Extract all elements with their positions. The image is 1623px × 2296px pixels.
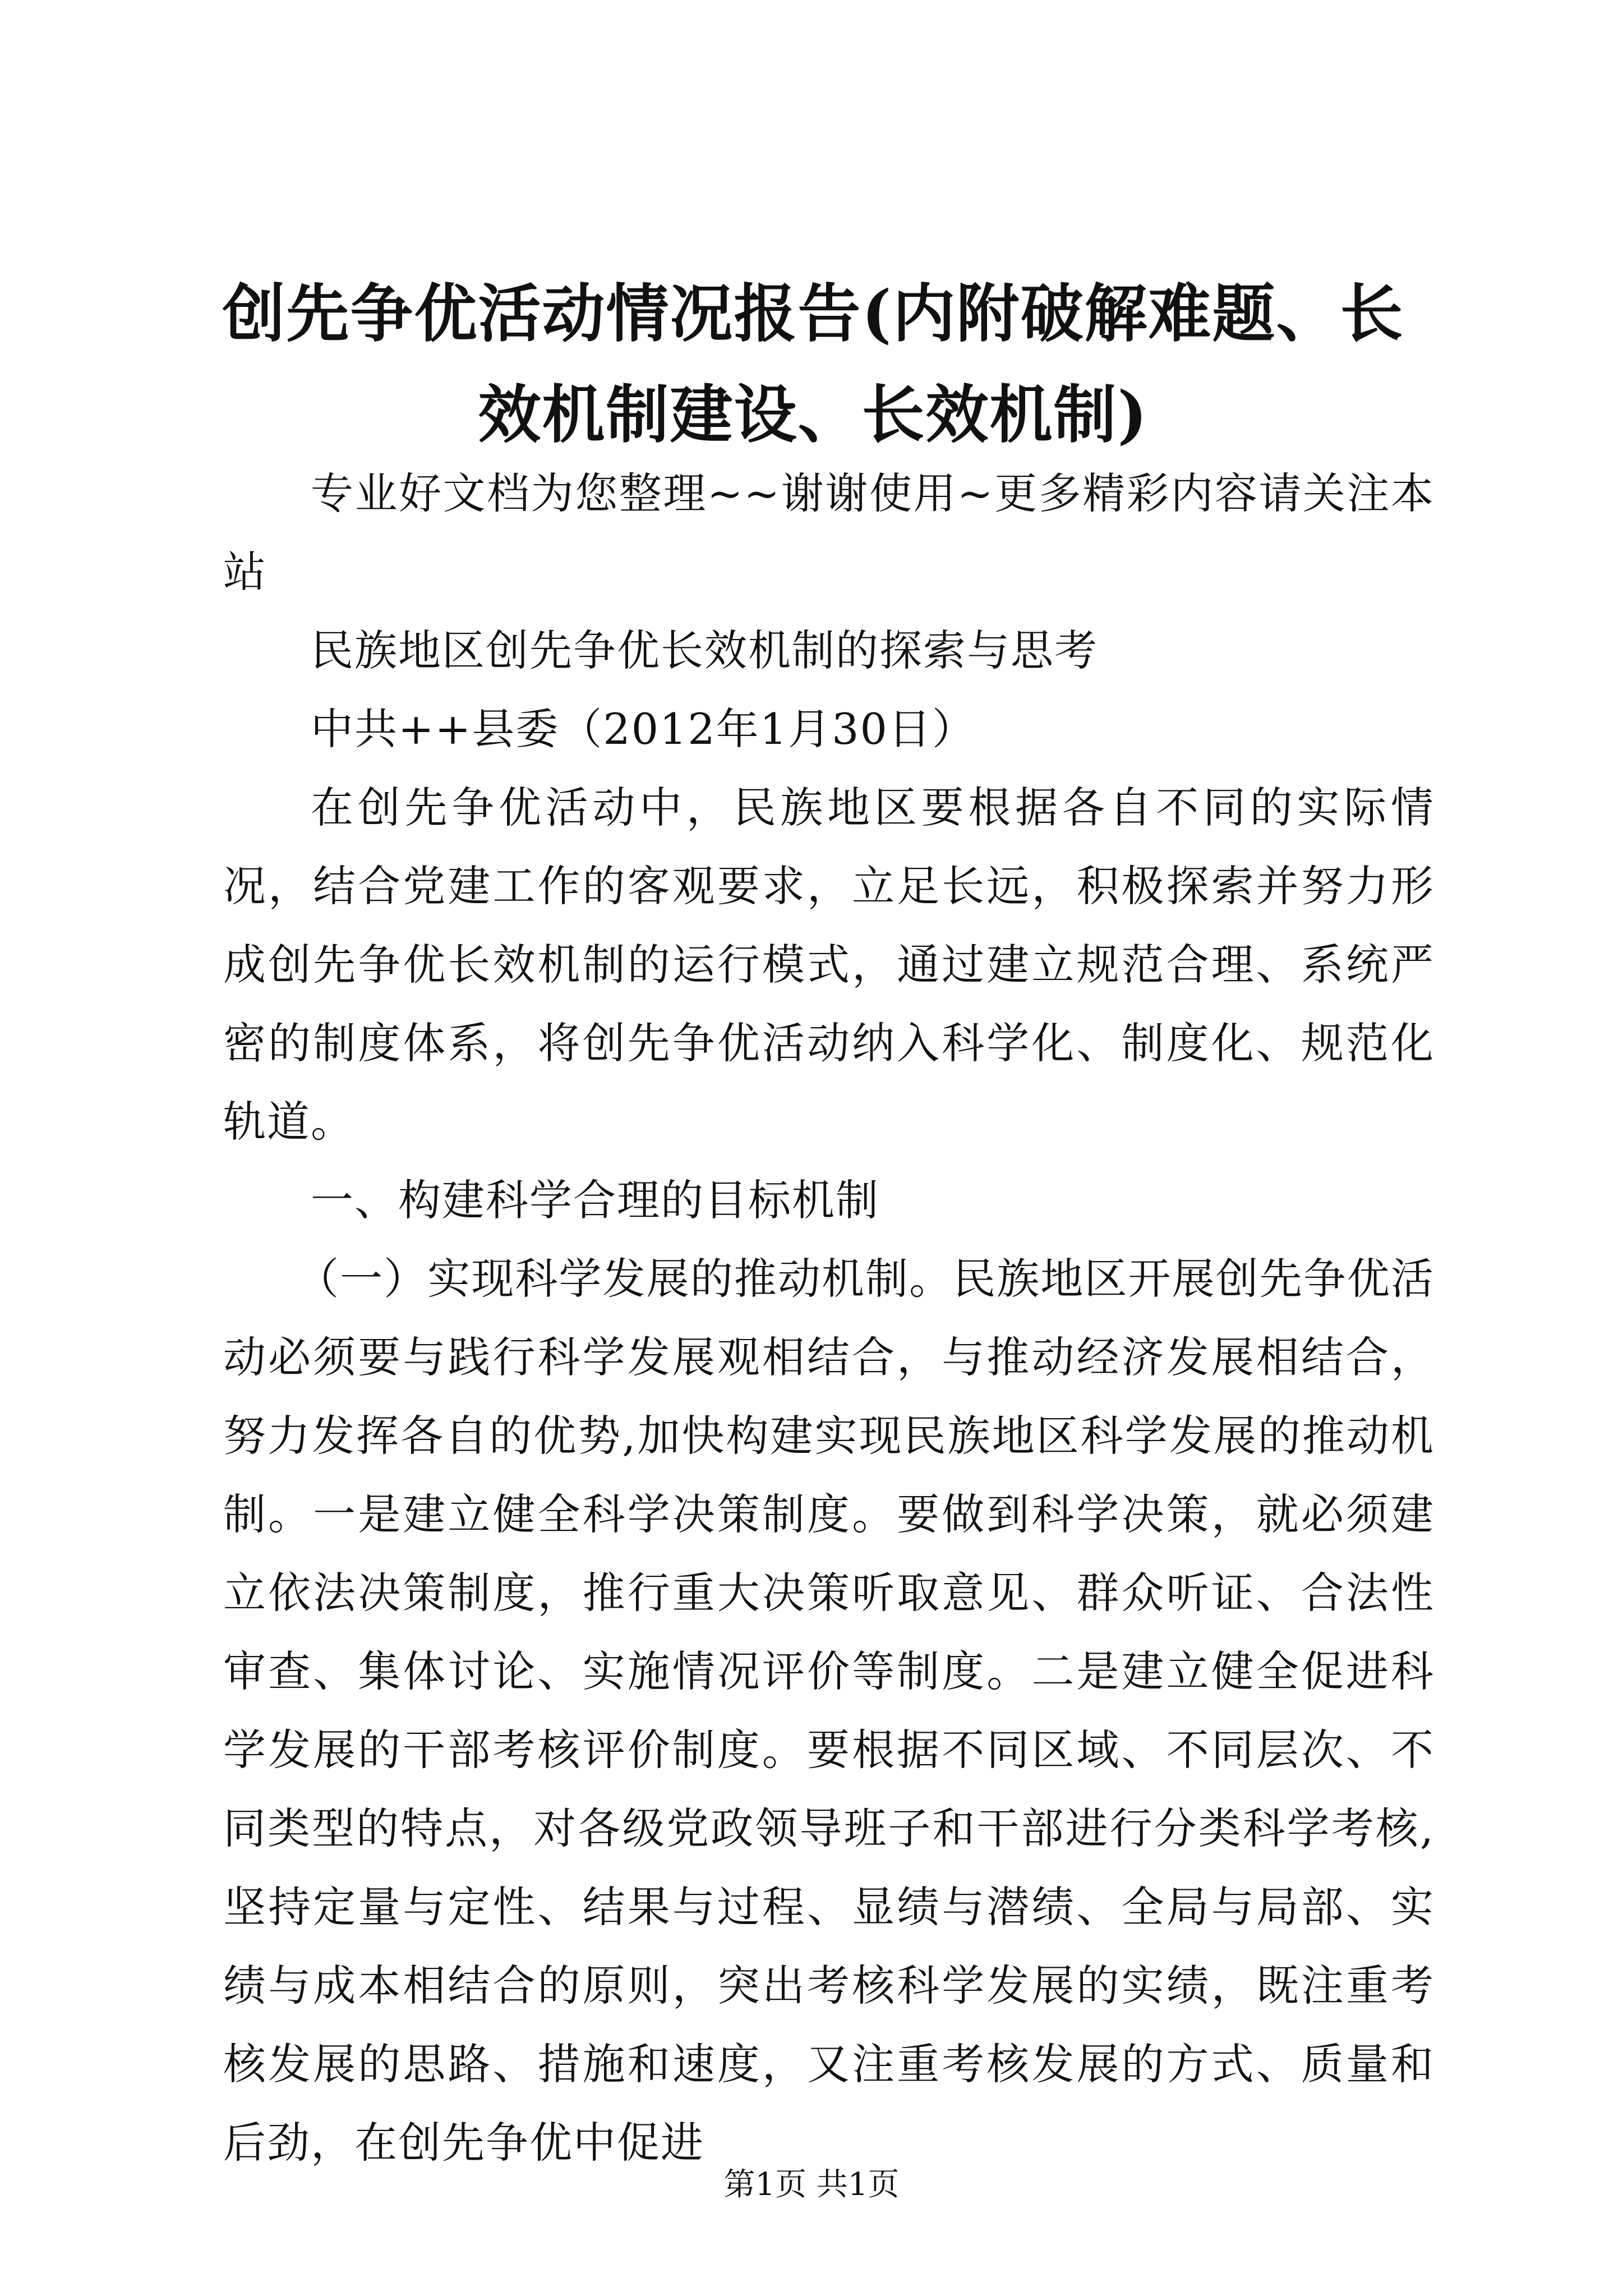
paragraph-intro: 在创先争优活动中，民族地区要根据各自不同的实际情况，结合党建工作的客观要求，立足长远，积极探索并努力形成创先争优长效机制的运行模式，通过建立规范合理、系统严密的制度体系，将创先争优活动纳入科学化、制度化、规范化轨道。 <box>223 783 1435 1147</box>
paragraph-author-date: 中共++县委（2012年1月30日） <box>311 704 976 754</box>
page-footer: 第1页 共1页 <box>723 2166 900 2203</box>
section-heading-1: 一、构建科学合理的目标机制 <box>311 1175 879 1225</box>
document-title: 创先争优活动情况报告(内附破解难题、长效机制建设、长效机制) <box>222 277 1404 452</box>
paragraph-header-note: 专业好文档为您整理~~谢谢使用~更多精彩内容请关注本站 <box>223 468 1435 597</box>
paragraph-subtitle: 民族地区创先争优长效机制的探索与思考 <box>311 625 1098 675</box>
paragraph-section-1-1: （一）实现科学发展的推动机制。民族地区开展创先争优活动必须要与践行科学发展观相结合，与推动经济发展相结合，努力发挥各自的优势,加快构建实现民族地区科学发展的推动机制。一是建立健全科学决策制度。要做到科学决策，就必须建立依法决策制度，推行重大决策听取意见、群众听证、合法性审查、集体讨论、实施情况评价等制度。二是建立健全促进科学发展的干部考核评价制度。要根据不同区域、不同层次、不同类型的特点，对各级党政领导班子和干部进行分类科学考核,坚持定量与定性、结果与过程、显绩与潜绩、全局与局部、实绩与成本相结合的原则，突出考核科学发展的实绩，既注重考核发展的思路、措施和速度，又注重考核发展的方式、质量和后劲，在创先争优中促进 <box>223 1254 1435 2168</box>
document-body <box>223 454 1435 2182</box>
